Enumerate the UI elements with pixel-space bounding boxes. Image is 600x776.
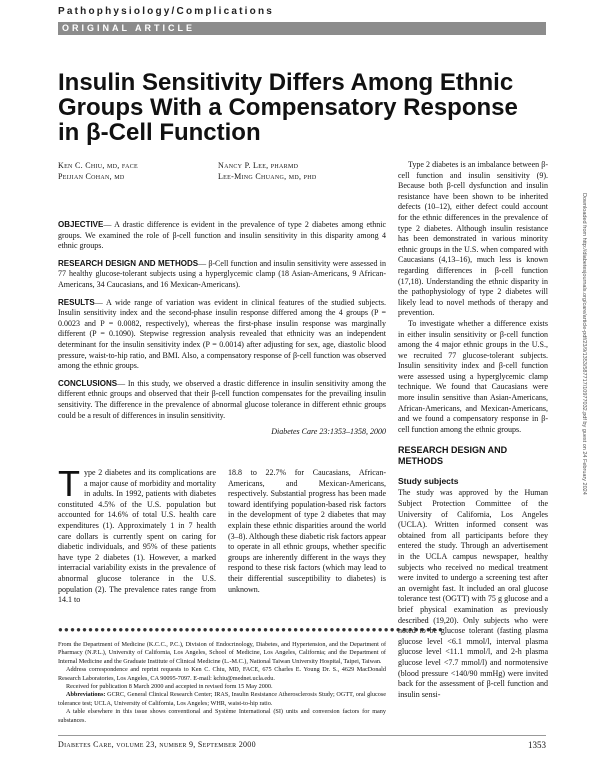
- body-column-1: [58, 463, 216, 606]
- footnote-abbreviations: [58, 691, 386, 708]
- intro-paragraph-4: To investigate whether a difference exists in either insulin sensitivity or β-cell function among the 4 major ethnic groups in the U.S., we recruited 77 glucose-tolerant subjects. Insulin sensitivity index and β-cell function were assessed using a hyperglycemic clamp technique. We found that Caucasians were more insulin sensitive than Asian-Americans, African-Americans, and Mexican-Americans, and we found a compensatory response in β-cell function among the ethnic groups.: [398, 318, 548, 434]
- section-heading: Pathophysiology/Complications: [58, 6, 275, 17]
- objective-text: — A drastic difference is evident in the prevalence of type 2 diabetes among ethnic groups. We examined the role of β-cell function and insulin sensitivity in this disparity among 4 ethnic groups.: [58, 220, 386, 251]
- abbreviations-text: GCRC, General Clinical Research Center; IRAS, Insulin Resistance Atherosclerosis Study; OGTT, oral glucose tolerance test; UCLA, University of California, Los Angeles; WHR, waist-to-hip ratio.: [58, 691, 386, 707]
- conclusions-label: CONCLUSIONS: [58, 378, 118, 388]
- journal-footer: Diabetes Care, volume 23, number 9, September 2000: [58, 740, 256, 749]
- conclusions-text: — In this study, we observed a drastic difference in insulin sensitivity among the different ethnic groups and observed that their β-cell function compensates for the prevailing insulin sensitivity. The difference in the prevalence of abnormal glucose tolerance in different ethnic groups could be a result of differences in insulin sensitivity.: [58, 378, 386, 420]
- author-name: Lee-Ming Chuang, md, phd: [218, 172, 317, 181]
- body-column-2: [228, 468, 386, 595]
- footer-rule: [58, 735, 546, 736]
- objective-label: OBJECTIVE: [58, 220, 104, 229]
- citation: Diabetes Care 23:1353–1358, 2000: [271, 427, 386, 437]
- results-text: — A wide range of variation was evident in clinical features of the studied subjects. Insulin sensitivity index and the second-phase insulin response differed among the 4 groups (P = 0.0023 and P = 0.0082, respectively), whereas the first-phase insulin response was marginally different (P = 0.1090). Stepwise regression analysis revealed that ethnicity was an independent determinant for the insulin sensitivity index (P = 0.0014) after adjusting for sex, age, diastolic blood pressure, waist-to-hip ratio, and BMI. Also, a compensatory response of β-cell function was observed among the ethnic groups.: [58, 297, 386, 371]
- drop-cap: T: [58, 463, 80, 504]
- article-type-label: ORIGINAL ARTICLE: [62, 23, 195, 33]
- footnotes: [58, 641, 386, 725]
- abstract-results: [58, 298, 386, 372]
- authors-left: [58, 160, 238, 182]
- download-notice: Downloaded from http://diabetesjournals.org/care/article-pdf/23/9/1353/587717/10977032.pdf by guest on 24 February 2024: [581, 193, 587, 495]
- abstract-design: [58, 259, 386, 291]
- intro-text-2: 18.8 to 22.7% for Caucasians, African-Americans, and Mexican-Americans, respectively. Substantial progress has been made toward identifying population-based risk factors in the development of type 2 diabetes that may explain these ethnic disparities around the world (3–8). Although these diabetic risk factors appear to operate in all ethnic groups, whether specific groups are inherently different in the ways they respond to these risk factors (which may lead to their differential susceptibility to diabetes) is unknown.: [228, 468, 386, 594]
- footnote-received: Received for publication 8 March 2000 and accepted in revised form 15 May 2000.: [66, 683, 273, 691]
- download-sidebar: [574, 193, 587, 680]
- author-name: Peijian Cohan, md: [58, 172, 125, 181]
- abstract-conclusions: [58, 379, 386, 421]
- author-name: Nancy P. Lee, pharmd: [218, 161, 299, 170]
- study-subjects-heading: Study subjects: [398, 476, 459, 487]
- author-name: Ken C. Chiu, md, face: [58, 161, 138, 170]
- intro-text-1: ype 2 diabetes and its complications are a major cause of morbidity and mortality in adults. In 1992, patients with diabetes constituted 4.5% of the U.S. population but accounted for 14.6% of total U.S. health care expenditures (1). Approximately 1 in 7 health care dollars is currently spent on caring for diabetic individuals, and 95% of these patients have type 2 diabetes (1). However, a marked interracial variability exists in the prevalence of abnormal glucose tolerance in the U.S. population (2). The prevalence rates range from 14.1 to: [58, 468, 216, 605]
- body-column-right: [398, 160, 548, 700]
- results-label: RESULTS: [58, 297, 95, 307]
- design-label: RESEARCH DESIGN AND METHODS: [58, 258, 199, 268]
- intro-paragraph-3: Type 2 diabetes is an imbalance between β-cell function and insulin sensitivity (9). Because both β-cell dysfunction and insulin resistance have been shown to be inherited defects (10–12), either defect could account for the ethnic differences in the prevalence of type 2 diabetes. Although insulin resistance has been demonstrated in various minority ethnic groups in the U.S. when compared with Caucasians (4,13–16), much less is known regarding differences in β-cell function (17,18). Understanding the ethnic disparity in the pathophysiology of type 2 diabetes will likely lead to novel methods of therapy and prevention.: [398, 160, 548, 318]
- authors-right: [218, 160, 398, 182]
- footnote-si-units: A table elsewhere in this issue shows conventional and Système International (SI) units and conversion factors for many substances.: [58, 708, 386, 724]
- study-subjects-text: The study was approved by the Human Subject Protection Committee of the University of California, Los Angeles (UCLA). Written informed consent was obtained from all participants before they entered the study. Through an advertisement in the UCLA campus newspaper, healthy subjects who received no medical treatment were invited to undergo a screening test after an overnight fast. It included an oral glucose tolerance test (OGTT) with 75 g glucose and a brief physical examination as previously described (19,20). Only subjects who were noted to be glucose tolerant (fasting plasma glucose level <6.1 mmol/l, interval plasma glucose level <11.1 mmol/l, and 2-h plasma glucose level <7.7 mmol/l) and normotensive (blood pressure <140/90 mmHg) were invited back for the assessment of β-cell function and insulin sensi-: [398, 488, 548, 699]
- methods-heading: RESEARCH DESIGN AND METHODS: [398, 445, 508, 467]
- page-number: 1353: [528, 740, 546, 750]
- footnote-correspondence: Address correspondence and reprint requests to Ken C. Chiu, MD, FACE, 675 Charles E. Young Dr. S., 4629 MacDonald Research Laboratories, Los Angeles, CA 90095-7097. E-mail: kchiu@mednet.ucla.edu.: [58, 666, 386, 682]
- article-title: Insulin Sensitivity Differs Among Ethnic Groups With a Compensatory Response in β-Cell Function: [58, 69, 518, 146]
- footnote-divider: ●●●●●●●●●●●●●●●●●●●●●●●●●●●●●●●●●●●●●●●●●●●●●●●●●●●●●●●●●●●●●●●●: [58, 625, 445, 634]
- abstract-objective: [58, 220, 386, 252]
- abbreviations-label: Abbreviations:: [66, 691, 106, 699]
- abstract: [58, 220, 386, 438]
- design-text: — β-Cell function and insulin sensitivity were assessed in 77 healthy glucose-tolerant subjects using a hyperglycemic clamp (18 Asian-Americans, 9 African-Americans, 34 Caucasians, and 16 Mexican-Americans).: [58, 258, 386, 289]
- footnote-affiliation: From the Department of Medicine (K.C.C., P.C.), Division of Endocrinology, Diabetes, and Hypertension, and the Department of Pharmacy (N.P.L.), University of California, Los Angeles, School of Medicine, Los Angeles, California; and the Department of Internal Medicine and the Graduate Institute of Clinical Medicine (L.-M.C.), National Taiwan University Hospital, Taipei, Taiwan.: [58, 641, 386, 665]
- article-type-band: [58, 22, 546, 35]
